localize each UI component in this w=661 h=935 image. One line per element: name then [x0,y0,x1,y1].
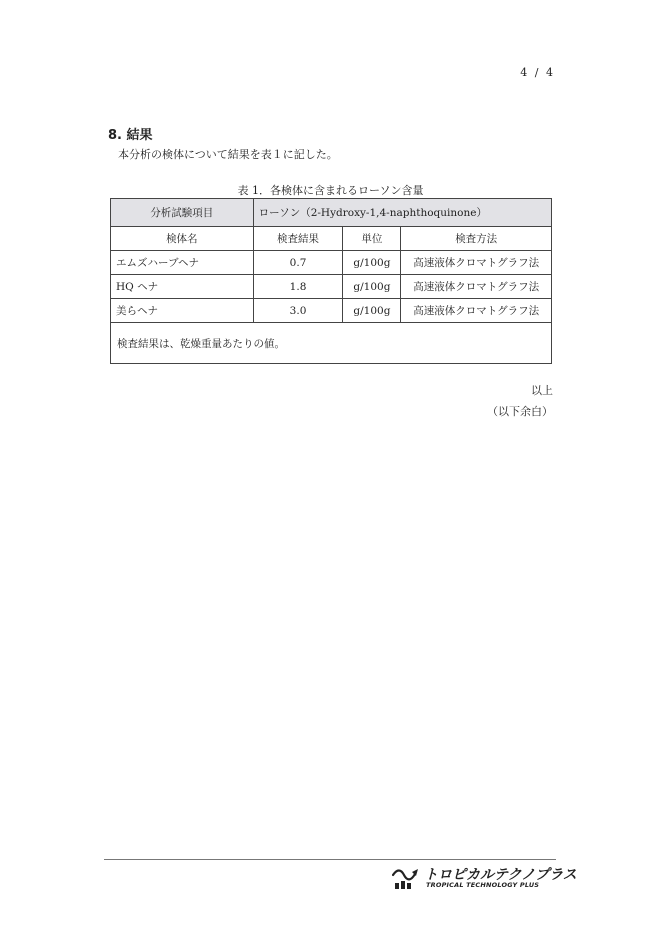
tropical-wave-logo-icon [392,866,420,890]
sample-unit: g/100g [343,275,401,299]
analysis-item-value: ローソン（2-Hydroxy-1,4-naphthoquinone） [253,199,551,227]
section-title: 8. 結果 [108,128,153,143]
sample-result: 3.0 [253,299,343,323]
end-mark: 以上 [531,384,553,397]
column-header-row [111,227,552,251]
sample-result: 0.7 [253,251,343,275]
logo-japanese-text: トロピカルテクノプラス [424,867,577,883]
sample-unit: g/100g [343,299,401,323]
footer-divider [104,859,556,860]
sample-method: 高速液体クロマトグラフ法 [401,299,552,323]
note-row [111,323,552,364]
analysis-item-row [111,199,552,227]
column-header-result: 検査結果 [253,227,343,251]
table-row [111,251,552,275]
sample-unit: g/100g [343,251,401,275]
blank-mark: （以下余白） [487,405,553,418]
closing-block [487,380,553,422]
column-header-unit: 単位 [343,227,401,251]
table-row [111,275,552,299]
column-header-method: 検査方法 [401,227,552,251]
column-header-name: 検体名 [111,227,254,251]
sample-result: 1.8 [253,275,343,299]
sample-method: 高速液体クロマトグラフ法 [401,275,552,299]
table-note: 検査結果は、乾燥重量あたりの値。 [111,323,552,364]
sample-name: 美らヘナ [111,299,254,323]
sample-name: HQ ヘナ [111,275,254,299]
table-row [111,299,552,323]
sample-name: エムズハーブヘナ [111,251,254,275]
page-number: 4 / 4 [520,66,555,79]
company-logo [392,864,577,892]
logo-english-text: TROPICAL TECHNOLOGY PLUS [426,881,540,889]
section-body: 本分析の検体について結果を表１に記した。 [118,148,338,161]
analysis-item-label: 分析試験項目 [111,199,254,227]
table-caption: 表 1．各検体に含まれるローソン含量 [237,184,424,197]
sample-method: 高速液体クロマトグラフ法 [401,251,552,275]
results-table [110,198,552,364]
